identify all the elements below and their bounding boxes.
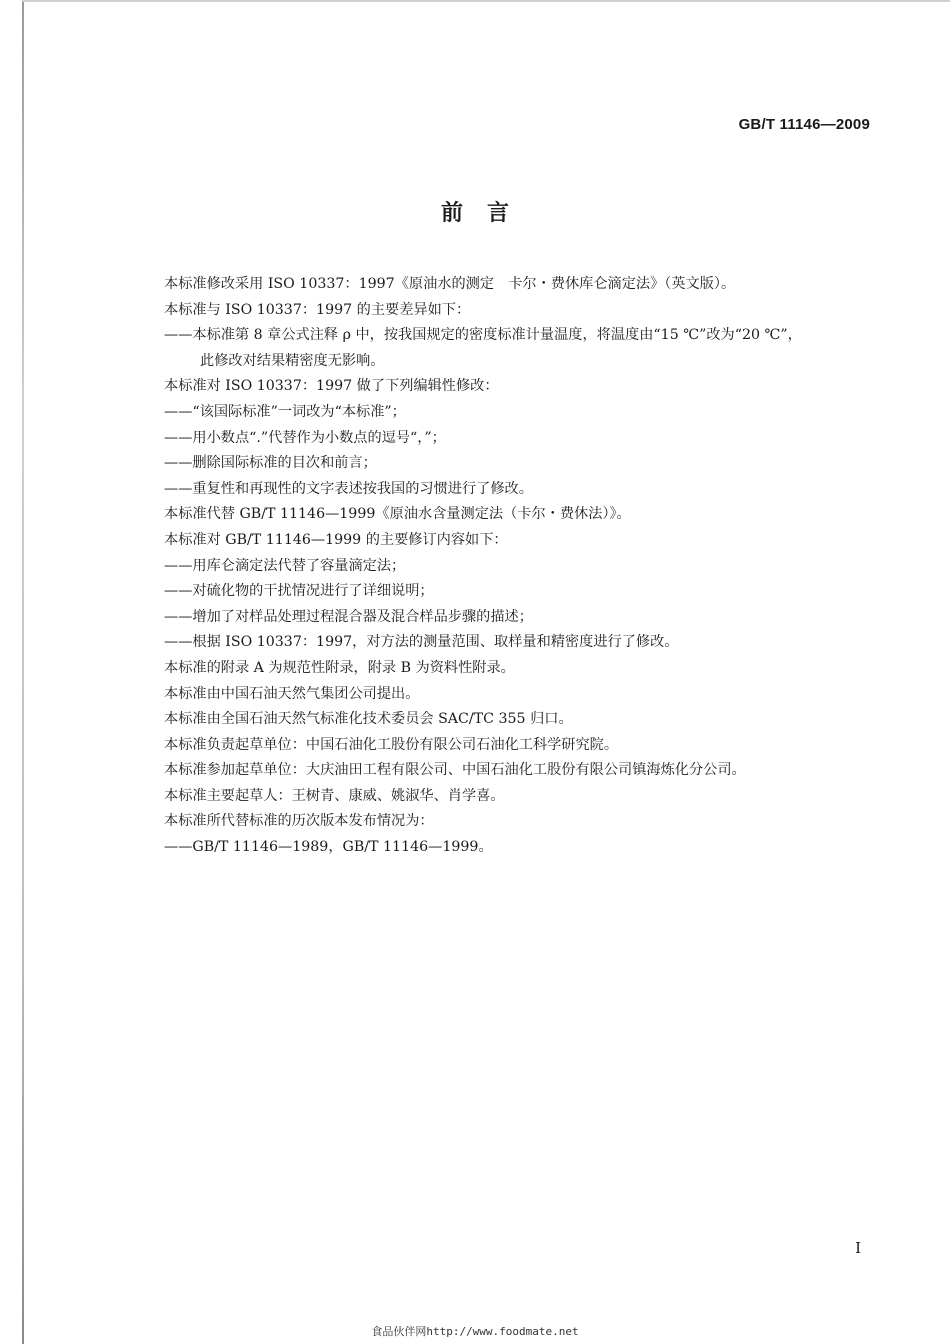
document-code: GB/T 11146—2009 [738, 116, 870, 133]
paragraph-line: 本标准与 ISO 10337：1997 的主要差异如下： [164, 301, 471, 318]
paragraph-line: ——本标准第 8 章公式注释 ρ 中，按我国规定的密度标准计量温度，将温度由“15 ℃”改为“20 ℃”， [164, 327, 802, 344]
list-item: ——根据 ISO 10337：1997，对方法的测量范围、取样量和精密度进行了修改。 [164, 634, 679, 651]
paragraph-line: 本标准修改采用 ISO 10337：1997《原油水的测定 卡尔・费休库仑滴定法》（英文版）。 [164, 276, 736, 292]
watermark-url: 食品伙伴网http://www.foodmate.net [371, 1325, 579, 1338]
paragraph-line: 本标准对 ISO 10337：1997 做了下列编辑性修改： [164, 378, 499, 395]
list-item: ——删除国际标准的目次和前言； [164, 455, 377, 472]
page-number: I [855, 1239, 861, 1257]
preface-body [164, 272, 884, 861]
paragraph-line-continuation: 此修改对结果精密度无影响。 [200, 352, 385, 369]
list-item: ——增加了对样品处理过程混合器及混合样品步骤的描述； [164, 608, 533, 625]
paragraph-line: 本标准对 GB/T 11146—1999 的主要修订内容如下： [164, 531, 508, 548]
page-title: 前言 [440, 200, 533, 226]
paragraph-line: 本标准的附录 A 为规范性附录，附录 B 为资料性附录。 [164, 659, 515, 676]
list-item: ——用小数点“.”代替作为小数点的逗号“，”； [164, 429, 446, 446]
scan-edge-top [22, 0, 950, 2]
paragraph-line: 本标准代替 GB/T 11146—1999《原油水含量测定法（卡尔・费休法）》。 [164, 506, 631, 523]
list-item: ——“该国际标准”一词改为“本标准”； [164, 403, 406, 420]
list-item: ——重复性和再现性的文字表述按我国的习惯进行了修改。 [164, 480, 533, 497]
paragraph-line: 本标准主要起草人：王树青、康威、姚淑华、肖学喜。 [164, 787, 505, 804]
list-item: ——对硫化物的干扰情况进行了详细说明； [164, 583, 434, 600]
list-item: ——GB/T 11146—1989，GB/T 11146—1999。 [164, 839, 493, 856]
list-item: ——用库仑滴定法代替了容量滴定法； [164, 557, 406, 574]
paragraph-line: 本标准负责起草单位：中国石油化工股份有限公司石油化工科学研究院。 [164, 736, 619, 753]
paragraph-line: 本标准由全国石油天然气标准化技术委员会 SAC/TC 355 归口。 [164, 711, 573, 728]
paragraph-line: 本标准所代替标准的历次版本发布情况为： [164, 813, 434, 830]
paragraph-line: 本标准由中国石油天然气集团公司提出。 [164, 685, 420, 702]
paragraph-line: 本标准参加起草单位：大庆油田工程有限公司、中国石油化工股份有限公司镇海炼化分公司。 [164, 762, 746, 779]
